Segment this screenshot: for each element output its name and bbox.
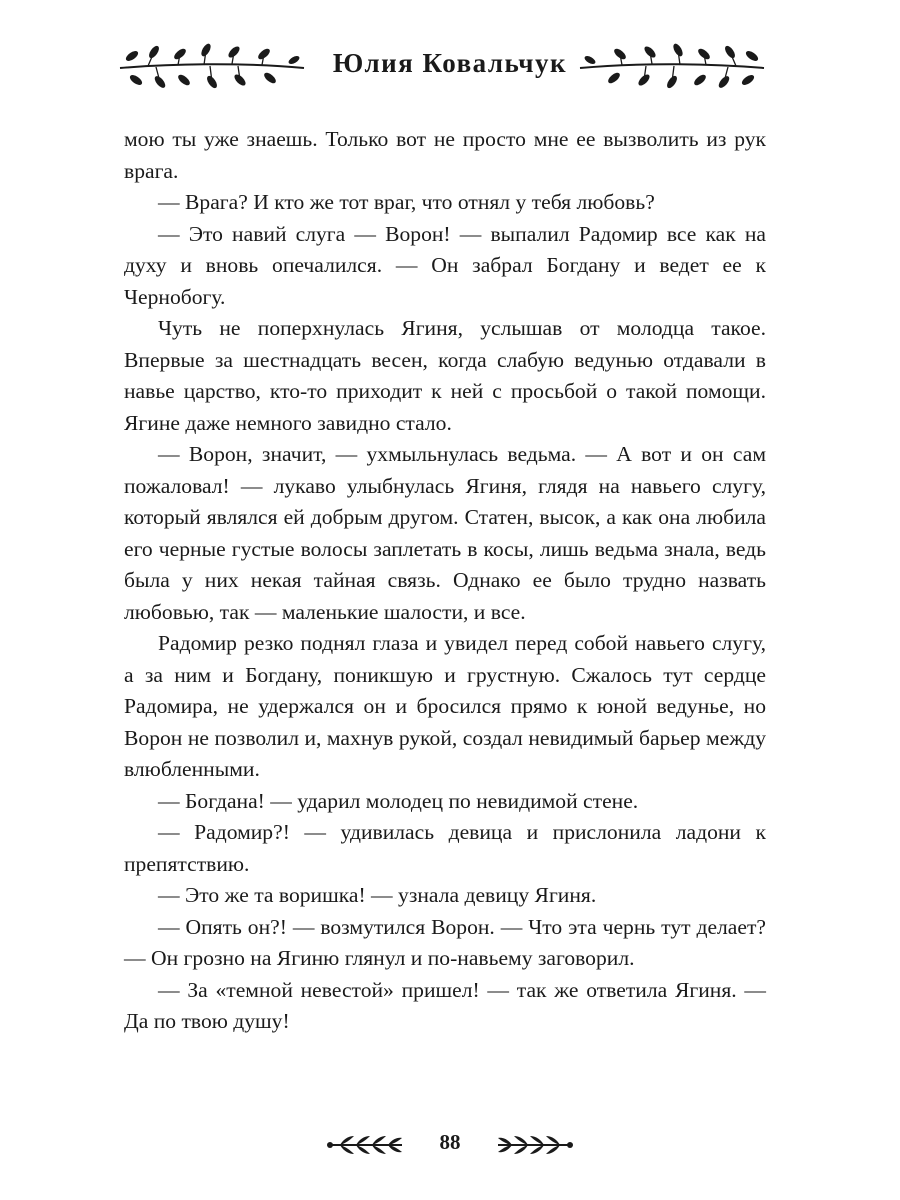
- paragraph-2: — Врага? И кто же тот враг, что отнял у тебя любовь?: [158, 190, 655, 214]
- paragraph-3: — Это навий слуга — Ворон! — выпалил Радомир все как на духу и вновь опечалился. — Он забрал Богдану и ведет ее к Чернобогу.: [124, 221, 766, 309]
- paragraph-4: Чуть не поперхнулась Ягиня, услышав от молодца такое. Впервые за шестнадцать весен, когда слабую ведунью отдавали в навье царство, кто-то приходит к ней с просьбой о такой помощи. Ягине даже немного завидно стало.: [124, 316, 766, 435]
- leafy-branch-icon: [118, 38, 308, 94]
- paragraph-6: Радомир резко поднял глаза и увидел перед собой навьего слугу, а за ним и Богдану, поникшую и грустную. Сжалось тут сердце Радомира, не удержался он и бросился прямо к юной ведунье, но Ворон не позволил и, махнув рукой, создал невидимый барьер между влюбленными.: [124, 631, 766, 781]
- page-footer: [0, 1128, 900, 1162]
- wheat-ear-icon: [494, 1132, 574, 1158]
- leafy-branch-icon: [576, 38, 766, 94]
- paragraph-5: — Ворон, значит, — ухмыльнулась ведьма. — А вот и он сам пожаловал! — лукаво улыбнулась Ягиня, глядя на навьего слугу, который являлся ей добрым другом. Статен, высок, а как она любила его черные густые волосы заплетать в косы, лишь ведьма знала, ведь была у них некая тайная связь. Однако ее было трудно назвать любовью, так — маленькие шалости, и все.: [124, 442, 766, 624]
- wheat-ear-icon: [326, 1132, 406, 1158]
- paragraph-11: — За «темной невестой» пришел! — так же ответила Ягиня. — Да по твою душу!: [124, 977, 766, 1033]
- paragraph-1: мою ты уже знаешь. Только вот не просто мне ее вызволить из рук врага.: [124, 127, 766, 183]
- author-name: Юлия Ковальчук: [332, 48, 568, 78]
- paragraph-10: — Опять он?! — возмутился Ворон. — Что эта чернь тут делает? — Он грозно на Ягиню глянул и по-навьему заговорил.: [124, 914, 766, 970]
- paragraph-7: — Богдана! — ударил молодец по невидимой стене.: [158, 788, 639, 813]
- paragraph-8: — Радомир?! — удивилась девица и прислонила ладони к препятствию.: [124, 820, 766, 876]
- page-number: 88: [439, 1130, 461, 1154]
- running-header: [0, 38, 900, 98]
- body-text: [124, 124, 766, 1038]
- paragraph-9: — Это же та воришка! — узнала девицу Ягиня.: [158, 883, 597, 907]
